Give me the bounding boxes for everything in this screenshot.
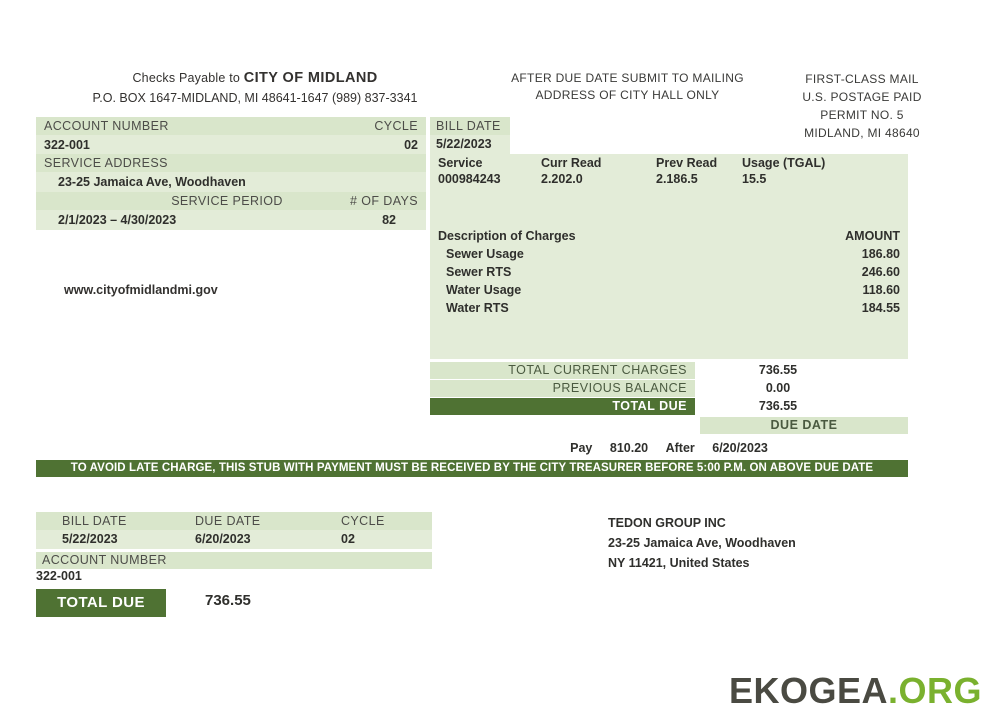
mailing-note-line-1: AFTER DUE DATE SUBMIT TO MAILING — [511, 71, 744, 85]
stub-cycle-value: 02 — [341, 532, 355, 546]
charge-row — [446, 247, 900, 261]
stub-bill-date-value: 5/22/2023 — [62, 532, 118, 546]
watermark-primary: EKOGEA — [728, 670, 888, 711]
account-number-values — [36, 135, 426, 154]
days-value: 82 — [382, 213, 396, 227]
account-number-label: ACCOUNT NUMBER — [44, 119, 169, 133]
cycle-value: 02 — [404, 137, 418, 152]
postage-line-2: U.S. POSTAGE PAID — [802, 90, 922, 104]
customer-name: TEDON GROUP INC — [608, 516, 726, 530]
charge-amount: 246.60 — [861, 265, 900, 279]
customer-address-line-1: 23-25 Jamaica Ave, Woodhaven — [608, 536, 796, 550]
service-period-value: 2/1/2023 – 4/30/2023 — [58, 213, 177, 227]
charge-description: Sewer Usage — [446, 247, 524, 261]
payee-name: CITY OF MIDLAND — [243, 70, 378, 86]
stub-values-row — [36, 530, 432, 549]
service-period-label: SERVICE PERIOD — [171, 194, 283, 208]
usage-col-usage: Usage (TGAL) — [742, 156, 826, 170]
stub-account-value: 322-001 — [36, 569, 82, 583]
stub-cycle-label: CYCLE — [341, 514, 385, 528]
watermark — [729, 670, 982, 712]
usage-curr-read-value: 2.202.0 — [541, 172, 583, 186]
stub-due-date-label: DUE DATE — [195, 514, 261, 528]
total-current-charges-label: TOTAL CURRENT CHARGES — [430, 362, 695, 379]
charge-amount: 118.60 — [862, 283, 900, 297]
postage-line-1: FIRST-CLASS MAIL — [805, 72, 919, 86]
mailing-note-line-2: ADDRESS OF CITY HALL ONLY — [535, 88, 720, 103]
usage-col-prev-read: Prev Read — [656, 156, 718, 170]
previous-balance-label: PREVIOUS BALANCE — [430, 380, 695, 397]
stub-header-row — [36, 512, 432, 530]
charge-row — [446, 283, 900, 297]
service-address-value: 23-25 Jamaica Ave, Woodhaven — [58, 175, 246, 189]
charge-description: Water Usage — [446, 283, 522, 297]
charges-amount-label: AMOUNT — [845, 229, 900, 243]
usage-prev-read-value: 2.186.5 — [656, 172, 698, 186]
charge-description: Sewer RTS — [446, 265, 512, 279]
payee-line — [40, 68, 470, 89]
after-label: After — [665, 441, 695, 455]
charge-amount: 186.80 — [861, 247, 900, 261]
stub-total-due-label: TOTAL DUE — [36, 589, 166, 617]
usage-usage-value: 15.5 — [742, 172, 767, 186]
payee-block — [40, 68, 470, 107]
postage-line-4: MIDLAND, MI 48640 — [804, 126, 920, 140]
after-date: 6/20/2023 — [712, 441, 768, 455]
service-period-header — [36, 192, 426, 210]
due-date-label: DUE DATE — [700, 417, 908, 434]
total-current-charges-value: 736.55 — [758, 363, 798, 377]
website-link[interactable]: www.cityofmidlandmi.gov — [64, 283, 218, 297]
charge-amount: 184.55 — [861, 301, 900, 315]
total-due-label: TOTAL DUE — [430, 398, 695, 415]
service-period-values — [36, 210, 426, 230]
account-number-header — [36, 117, 426, 135]
charge-description: Water RTS — [446, 301, 509, 315]
service-address-header — [36, 154, 426, 172]
watermark-secondary: .ORG — [887, 670, 982, 711]
mailing-note — [495, 70, 760, 105]
service-address-label: SERVICE ADDRESS — [44, 156, 168, 170]
previous-balance-value: 0.00 — [765, 381, 791, 395]
service-address-value-row — [36, 172, 426, 192]
payee-address: P.O. BOX 1647-MIDLAND, MI 48641-1647 (989) 837-3341 — [92, 91, 418, 106]
days-label: # OF DAYS — [350, 194, 418, 208]
cycle-label: CYCLE — [374, 119, 418, 133]
postage-line-3: PERMIT NO. 5 — [820, 108, 904, 122]
total-due-value: 736.55 — [758, 399, 798, 413]
stub-total-due-value: 736.55 — [205, 592, 251, 609]
pay-amount: 810.20 — [609, 441, 649, 455]
usage-service-value: 000984243 — [438, 172, 501, 186]
stub-account-label: ACCOUNT NUMBER — [36, 552, 432, 569]
stub-due-date-value: 6/20/2023 — [195, 532, 251, 546]
pay-after-line — [430, 441, 908, 455]
bill-date-label: BILL DATE — [430, 117, 510, 135]
stub-bill-date-label: BILL DATE — [62, 514, 127, 528]
charges-table-header — [438, 229, 900, 243]
charges-description-label: Description of Charges — [438, 229, 576, 243]
charge-row — [446, 265, 900, 279]
customer-address-line-2: NY 11421, United States — [608, 556, 750, 570]
usage-col-service: Service — [438, 156, 483, 170]
payable-prefix: Checks Payable to — [132, 71, 241, 85]
late-charge-notice: TO AVOID LATE CHARGE, THIS STUB WITH PAYMENT MUST BE RECEIVED BY THE CITY TREASURER BEFORE 5:00 P.M. ON ABOVE DUE DATE — [36, 460, 908, 477]
charge-row — [446, 301, 900, 315]
postage-block — [762, 70, 962, 142]
customer-address-block — [608, 513, 796, 573]
pay-label: Pay — [570, 441, 593, 455]
account-number-value: 322-001 — [44, 137, 90, 152]
bill-date-value: 5/22/2023 — [430, 135, 510, 154]
usage-col-curr-read: Curr Read — [541, 156, 602, 170]
